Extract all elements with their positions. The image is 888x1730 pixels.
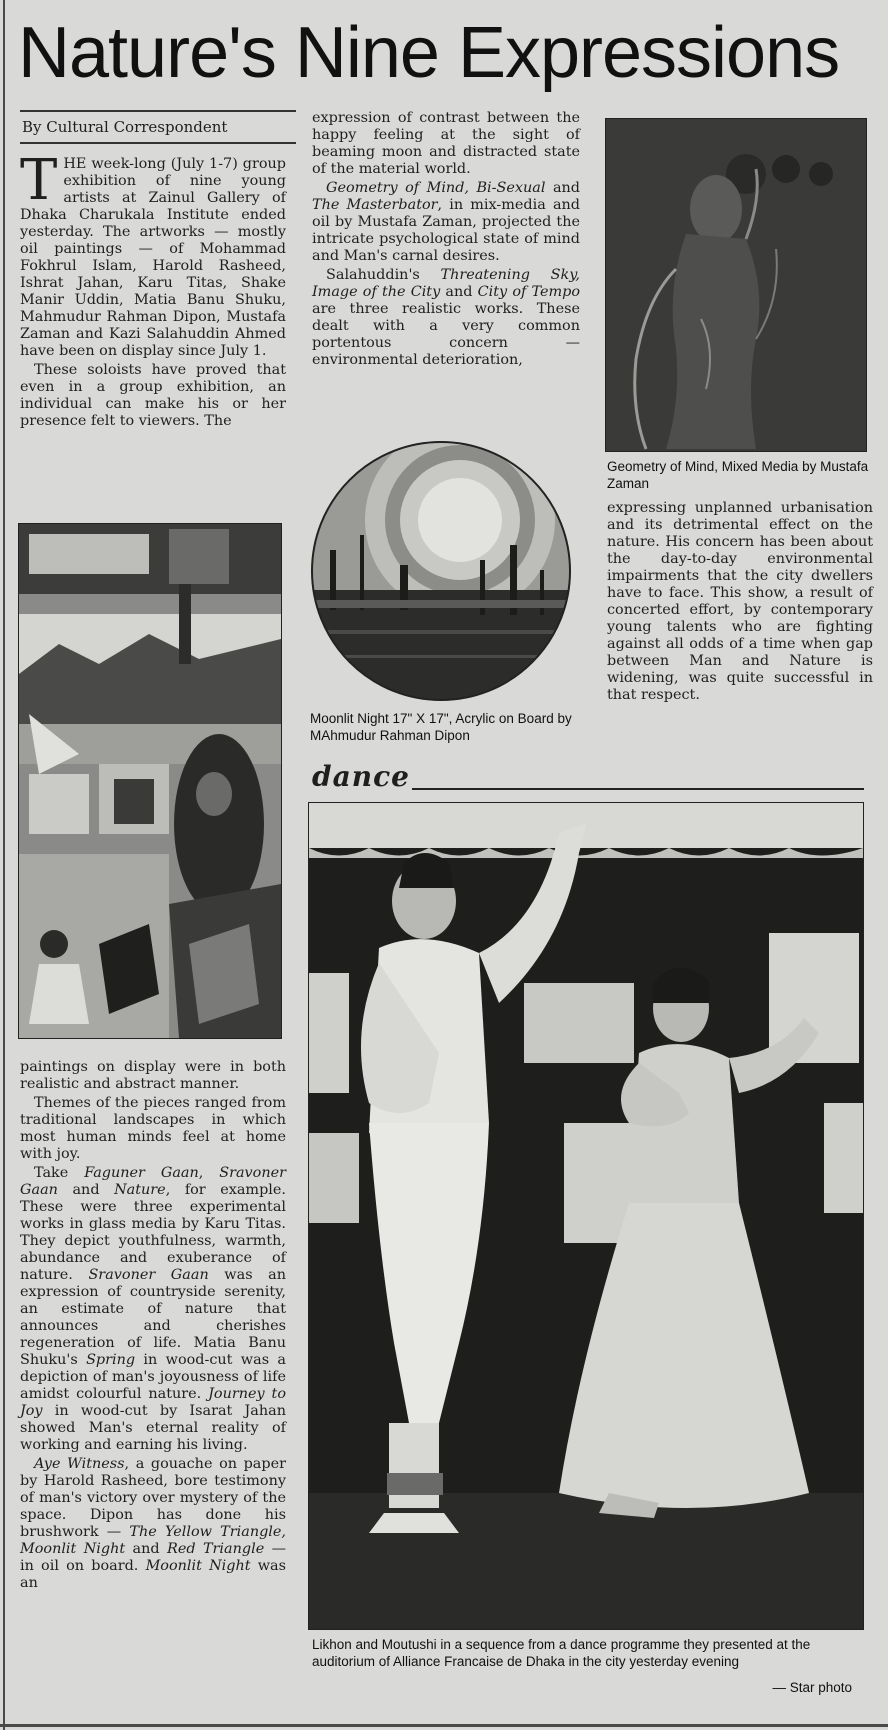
moonlit-night-caption: Moonlit Night 17" X 17", Acrylic on Board by MAhmudur Rahman Dipon (310, 711, 572, 743)
paragraph: Salahuddin's Threatening Sky, Image of the City and City of Tempo are three realistic works. These dealt with a very common portentous concern — environmental deterioration, (312, 267, 581, 368)
section-label: dance (312, 760, 410, 793)
byline: By Cultural Correspondent (20, 110, 296, 144)
article-column-3 (607, 500, 873, 706)
paragraph: Geometry of Mind, Bi-Sexual and The Masterbator, in mix-media and oil by Mustafa Zaman, projected the intricate psychological state of mind and Man's carnal desires. (312, 180, 580, 264)
paragraph (20, 148, 286, 360)
left-column-rule (3, 0, 5, 1730)
paragraph: Take Faguner Gaan, Sravoner Gaan and Nature, for example. These were three experimental works in glass media by Karu Titas. They depict youthfulness, warmth, abundance and exuberance of nature. Sravoner Gaan was an expression of countryside serenity, an estimate of nature that announces and cherishes regeneration of life. Matia Banu Shuku's Spring in wood-cut was a depiction of man's joyousness of life amidst colourful nature. Journey to Joy in wood-cut by Isarat Jahan showed Man's eternal reality of working and earning his living. (20, 1165, 287, 1453)
dance-caption (312, 1636, 852, 1696)
photo-credit: — Star photo (772, 1680, 852, 1695)
paragraph: These soloists have proved that even in a group exhibition, an individual can make his or her presence felt to viewers. The (20, 362, 286, 429)
article-column-2-top (312, 110, 580, 371)
article-column-1-top (20, 148, 286, 432)
paragraph: Aye Witness, a gouache on paper by Harold Rasheed, bore testimony of man's victory over mystery of the space. Dipon has done his brushwork — The Yellow Triangle, Moonlit Night and Red Triangle — in oil on board. Moonlit Night was an (20, 1456, 287, 1591)
article-column-1-bottom (20, 1059, 286, 1594)
paragraph: expressing unplanned urbanisation and its detrimental effect on the nature. His concern has been about the day-to-day environmental impairments that the city dwellers have to face. This show, a result of concerted effort, by contemporary young talents who are fighting against all odds of a time when gap between Man and Nature is widening, was quite successful in that respect. (607, 500, 873, 703)
paragraph: expression of contrast between the happy feeling at the sight of beaming moon and distracted state of the material world. (312, 110, 580, 177)
geometry-of-mind-caption: Geometry of Mind, Mixed Media by Mustafa Zaman (607, 459, 869, 491)
drop-cap: T (20, 148, 58, 213)
paragraph: Themes of the pieces ranged from traditional landscapes in which most human minds feel at home with joy. (20, 1095, 286, 1162)
paragraph-text: HE week-long (July 1-7) group exhibition of nine young artists at Zainul Gallery of Dhaka Charukala Institute ended yesterday. The artworks — mostly oil paintings — of Mohammad Fokhrul Islam, Harold Rasheed, Ishrat Jahan, Karu Titas, Shake Manir Uddin, Matia Banu Shuku, Mahmudur Rahman Dipon, Mustafa Zaman and Kazi Salahuddin Ahmed have been on display since July 1. (20, 156, 286, 359)
headline: Nature's Nine Expressions (18, 13, 840, 93)
bottom-rule (0, 1724, 888, 1727)
moonlit-night-painting (310, 440, 572, 702)
dance-caption-text: Likhon and Moutushi in a sequence from a dance programme they presented at the auditorium of Alliance Francaise de Dhaka in the city yesterday evening (312, 1637, 811, 1669)
geometry-of-mind-artwork-photo (605, 118, 867, 452)
paragraph: paintings on display were in both realistic and abstract manner. (20, 1059, 286, 1092)
dance-photo (308, 802, 864, 1630)
collage-artwork-photo (18, 523, 282, 1039)
section-rule (412, 788, 864, 790)
